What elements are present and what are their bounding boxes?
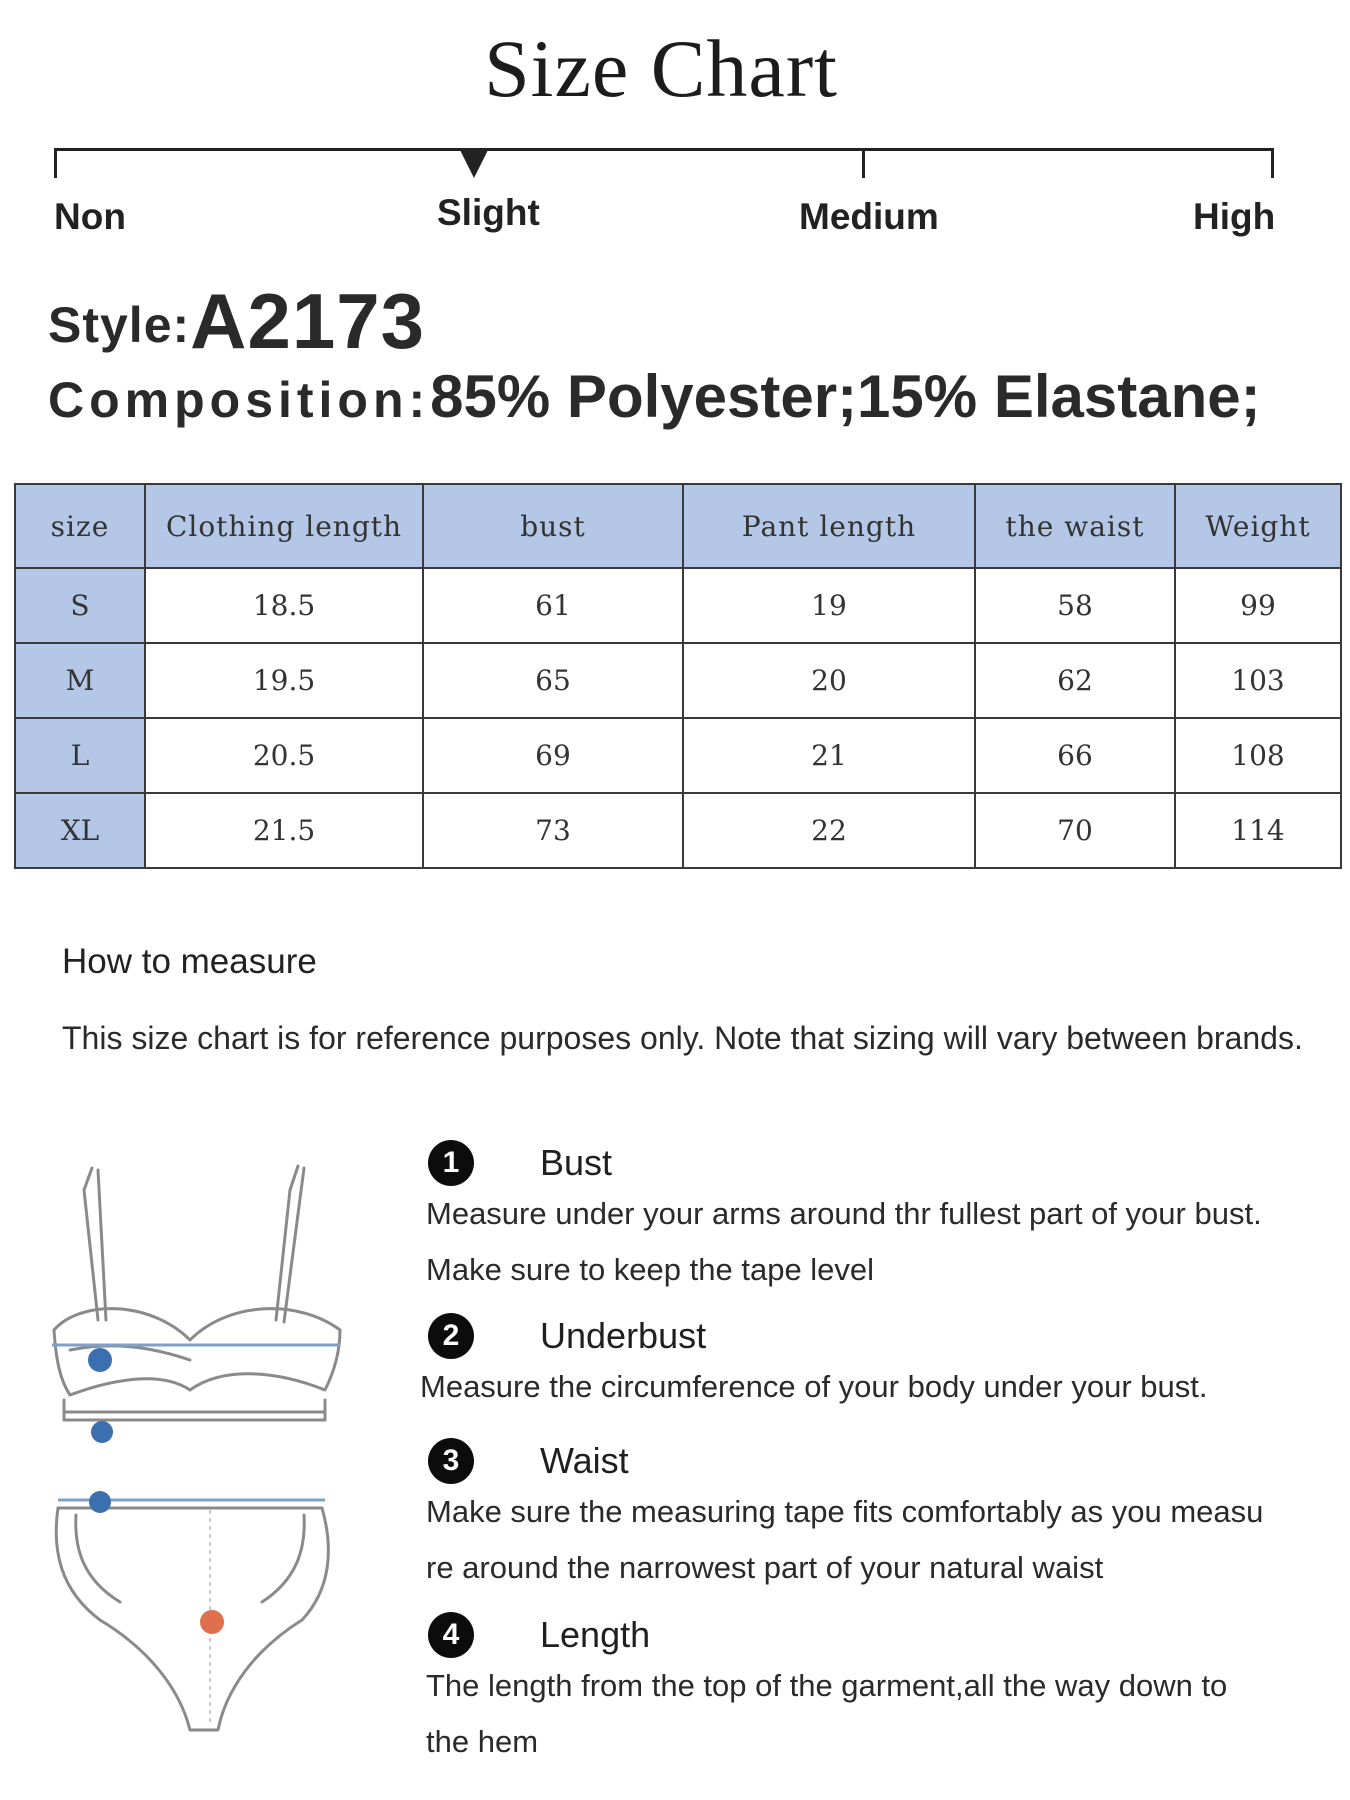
page-title: Size Chart xyxy=(484,23,838,114)
step-line: re around the narrowest part of your natural waist xyxy=(426,1550,1104,1585)
step-description xyxy=(426,1658,1326,1770)
number-4-icon: 4 xyxy=(428,1612,474,1658)
bikini-sketch-icon xyxy=(40,1150,360,1750)
size-cell: L xyxy=(15,718,145,793)
composition-line xyxy=(48,362,1261,431)
step-title: Underbust xyxy=(540,1315,707,1356)
table-cell: 58 xyxy=(975,568,1175,643)
table-row xyxy=(15,643,1341,718)
how-to-measure-note: This size chart is for reference purposes only. Note that sizing will vary between brands. xyxy=(62,1020,1303,1056)
step-description xyxy=(426,1484,1326,1596)
size-cell: M xyxy=(15,643,145,718)
how-to-measure-title: How to measure xyxy=(62,942,317,981)
table-cell: 66 xyxy=(975,718,1175,793)
number-3-icon: 3 xyxy=(428,1438,474,1484)
step-line: Make sure to keep the tape level xyxy=(426,1252,875,1287)
stretch-label-slight: Slight xyxy=(437,192,540,233)
stretch-label-high: High xyxy=(1193,196,1276,237)
size-cell: XL xyxy=(15,793,145,868)
table-cell: 108 xyxy=(1175,718,1341,793)
scale-tick xyxy=(1271,148,1274,178)
table-row xyxy=(15,568,1341,643)
table-cell: 103 xyxy=(1175,643,1341,718)
table-cell: 20.5 xyxy=(145,718,423,793)
bust-marker-icon xyxy=(88,1348,112,1372)
stretch-pointer-icon xyxy=(460,150,488,178)
style-line xyxy=(48,276,425,367)
column-header: the waist xyxy=(975,484,1175,568)
table-row xyxy=(15,718,1341,793)
size-table xyxy=(14,483,1342,869)
style-label: Style: xyxy=(48,297,191,353)
underbust-marker-icon xyxy=(91,1421,113,1443)
style-value: A2173 xyxy=(190,277,426,365)
table-cell: 20 xyxy=(683,643,975,718)
step-line: Measure the circumference of your body under your bust. xyxy=(420,1369,1208,1404)
scale-tick xyxy=(862,148,865,178)
scale-line xyxy=(54,148,1274,151)
table-cell: 69 xyxy=(423,718,683,793)
step-description xyxy=(420,1359,1320,1415)
table-cell: 61 xyxy=(423,568,683,643)
table-cell: 70 xyxy=(975,793,1175,868)
column-header: Pant length xyxy=(683,484,975,568)
stretch-label-medium: Medium xyxy=(799,196,939,237)
step-title: Length xyxy=(540,1614,651,1655)
column-header: bust xyxy=(423,484,683,568)
table-cell: 19.5 xyxy=(145,643,423,718)
column-header: Clothing length xyxy=(145,484,423,568)
table-cell: 22 xyxy=(683,793,975,868)
table-header-row xyxy=(15,484,1341,568)
step-line: The length from the top of the garment,all the way down to xyxy=(426,1668,1228,1703)
column-header: Weight xyxy=(1175,484,1341,568)
table-row xyxy=(15,793,1341,868)
table-cell: 18.5 xyxy=(145,568,423,643)
step-line: Measure under your arms around thr fullest part of your bust. xyxy=(426,1196,1262,1231)
step-title: Waist xyxy=(540,1440,629,1481)
table-cell: 114 xyxy=(1175,793,1341,868)
stretch-label-non: Non xyxy=(54,196,126,237)
table-cell: 73 xyxy=(423,793,683,868)
length-marker-icon xyxy=(200,1610,224,1634)
table-cell: 65 xyxy=(423,643,683,718)
table-cell: 21 xyxy=(683,718,975,793)
step-description xyxy=(426,1186,1326,1298)
bikini-measurement-diagram xyxy=(40,1150,360,1750)
scale-tick xyxy=(54,148,57,178)
composition-label: Composition: xyxy=(48,372,431,428)
number-2-icon: 2 xyxy=(428,1313,474,1359)
number-1-icon: 1 xyxy=(428,1140,474,1186)
column-header: size xyxy=(15,484,145,568)
composition-value: 85% Polyester;15% Elastane; xyxy=(430,363,1261,430)
step-line: Make sure the measuring tape fits comfortably as you measu xyxy=(426,1494,1264,1529)
step-line: the hem xyxy=(426,1724,539,1759)
table-cell: 62 xyxy=(975,643,1175,718)
step-title: Bust xyxy=(540,1142,613,1183)
waist-marker-icon xyxy=(89,1491,111,1513)
table-cell: 21.5 xyxy=(145,793,423,868)
size-cell: S xyxy=(15,568,145,643)
table-cell: 19 xyxy=(683,568,975,643)
table-cell: 99 xyxy=(1175,568,1341,643)
